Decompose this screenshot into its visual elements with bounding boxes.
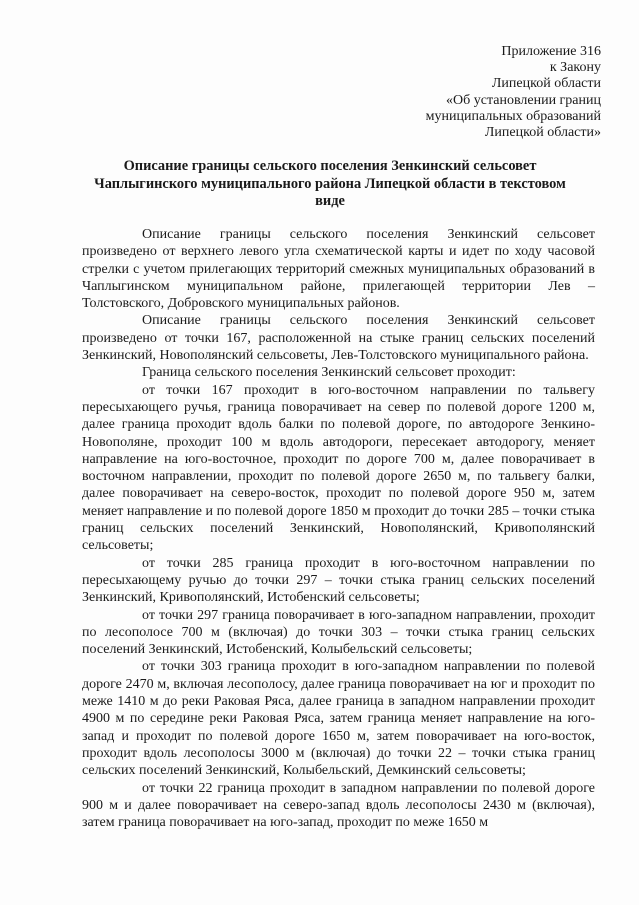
body-paragraph: от точки 22 граница проходит в западном направлении по полевой дороге 900 м и далее поворачивает на северо-запад вдоль лесополосы 2430 м (включая), затем граница поворачивает на юго-запад, проходит по меже 1650 м bbox=[82, 780, 595, 831]
body-paragraph: Описание границы сельского поселения Зенкинский сельсовет произведено от верхнего левого угла схематической карты и идет по ходу часовой стрелки с учетом прилегающих территорий смежных муниципальных образований в Чаплыгинском муниципальном районе, прилегающей территории Лев – Толстовского, Добровского муниципальных районов. bbox=[82, 227, 595, 312]
appendix-line: Липецкой области bbox=[491, 76, 601, 92]
body-paragraph: Описание границы сельского поселения Зенкинский сельсовет произведено от точки 167, расположенной на стыке границ сельских поселений Зенкинский, Новополянский сельсоветы, Лев-Толстовского муниципального района. bbox=[82, 313, 595, 364]
body-paragraph: от точки 285 граница проходит в юго-восточном направлении по пересыхающему ручью до точки 297 – точки стыка границ сельских поселений Зенкинский, Кривополянский, Истобенский сельсоветы; bbox=[82, 555, 595, 606]
appendix-line: Липецкой области» bbox=[484, 125, 601, 141]
body-paragraph: от точки 297 граница поворачивает в юго-западном направлении, проходит по лесополосе 700 м (включая) до точки 303 – точки стыка границ сельских поселений Зенкинский, Истобенский, Колыбельский сельсоветы; bbox=[82, 607, 595, 658]
title-line: Чаплыгинского муниципального района Липецкой области в текстовом bbox=[94, 175, 566, 192]
body-paragraph: Граница сельского поселения Зенкинский сельсовет проходит: bbox=[142, 365, 516, 381]
title-line: виде bbox=[315, 193, 345, 209]
appendix-line: муниципальных образований bbox=[425, 108, 601, 124]
appendix-line: к Закону bbox=[549, 60, 601, 76]
appendix-reference bbox=[341, 44, 601, 141]
appendix-line: Приложение 316 bbox=[501, 44, 601, 59]
body-paragraph: от точки 303 граница проходит в юго-западном направлении по полевой дороге 2470 м, включая лесополосу, далее граница поворачивает на юг и проходит по меже 1410 м до реки Раковая Ряса, далее граница в западном направлении проходит 4900 м по середине реки Раковая Ряса, затем граница меняет направление на юго-запад и проходит по полевой дороге 1650 м, затем поворачивает на юго-восток, проходит вдоль лесополосы 3000 м (включая) до точки 22 – точки стыка границ сельских поселений Зенкинский, Колыбельский, Демкинский сельсоветы; bbox=[82, 659, 595, 779]
appendix-line: «Об установлении границ bbox=[446, 92, 601, 108]
body-paragraph: от точки 167 проходит в юго-восточном направлении по тальвегу пересыхающего ручья, граница поворачивает на север по полевой дороге 1200 м, далее граница проходит вдоль балки по полевой дороге, по автодороге Зенкино- Новополяне, проходит 100 м вдоль автодороги, пересекает автодорогу, меняет направление на юго-восточное, проходит по дороге 700 м, далее поворачивает в восточном направлении, проходит по полевой дороге 2650 м, по тальвегу балки, далее поворачивает на северо-восток, проходит по полевой дороге 950 м, затем меняет направление и по полевой дороге 1850 м проходит до точки 285 – точки стыка границ сельских поселений Зенкинский, Новополянский, Кривополянский сельсоветы; bbox=[82, 382, 595, 554]
document-body bbox=[82, 226, 595, 831]
title-line: Описание границы сельского поселения Зенкинский сельсовет bbox=[123, 158, 537, 174]
document-title bbox=[60, 158, 600, 211]
